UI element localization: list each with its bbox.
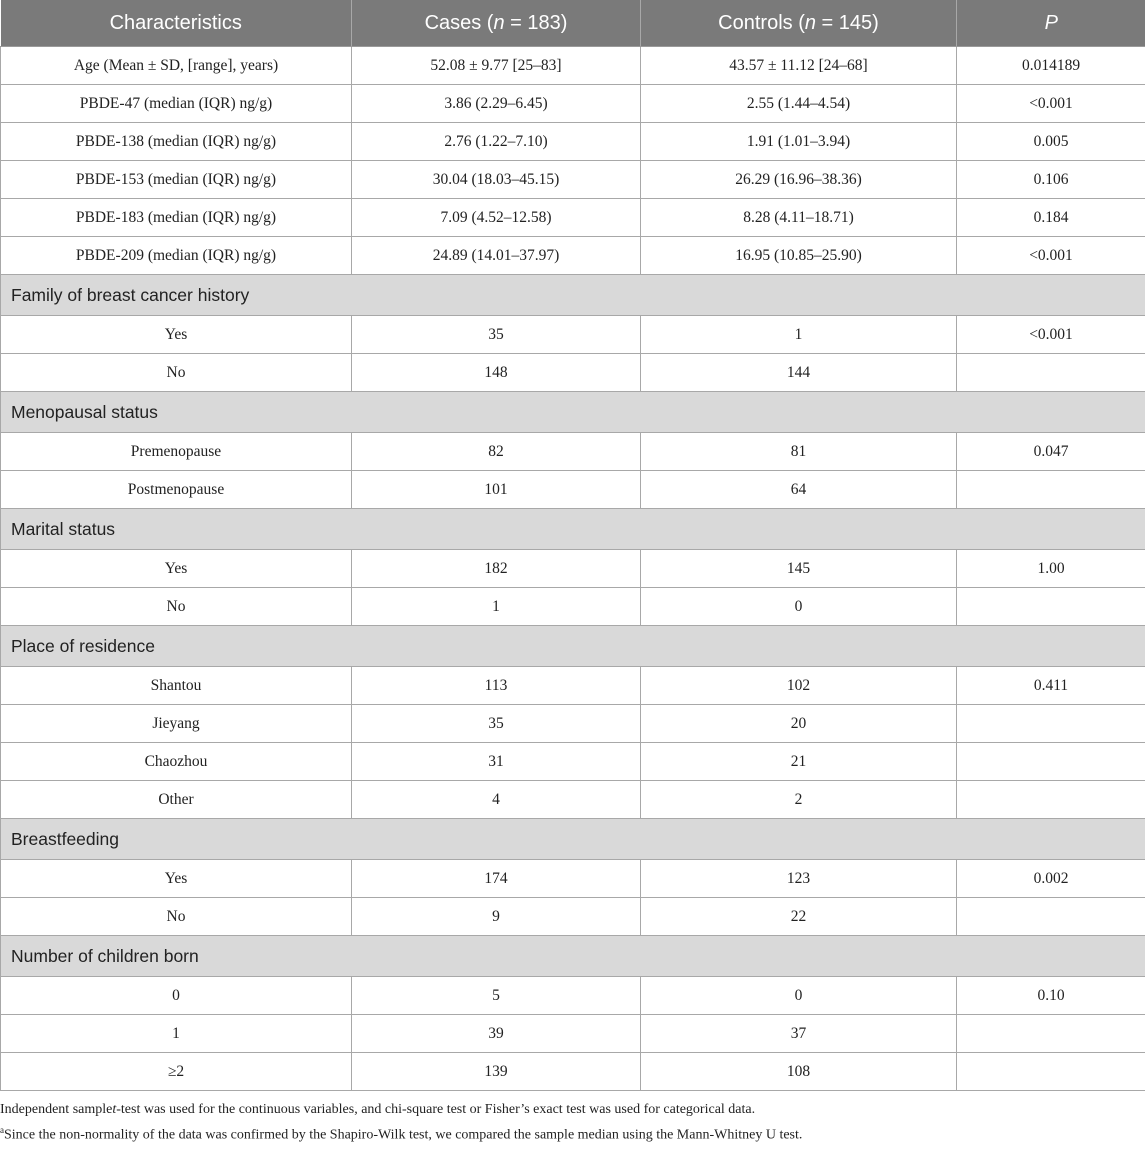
- p-value: 0.002: [957, 860, 1145, 898]
- cases-value: 3.86 (2.29–6.45): [352, 85, 641, 123]
- p-value: 0.411: [957, 667, 1145, 705]
- cases-value: 39: [352, 1015, 641, 1053]
- controls-value: 123: [641, 860, 957, 898]
- controls-value: 37: [641, 1015, 957, 1053]
- row-label: No: [1, 354, 352, 392]
- table-row: [1, 898, 1145, 936]
- cases-value: 139: [352, 1053, 641, 1091]
- table-row: [1, 85, 1145, 123]
- controls-value: 145: [641, 550, 957, 588]
- header-cases-n: n: [493, 11, 505, 34]
- cases-value: 101: [352, 471, 641, 509]
- section-title: Family of breast cancer history: [1, 275, 1145, 316]
- table-row: [1, 1053, 1145, 1091]
- row-label: PBDE-47 (median (IQR) ng/g): [1, 85, 352, 123]
- controls-value: 1.91 (1.01–3.94): [641, 123, 957, 161]
- controls-value: 21: [641, 743, 957, 781]
- row-label: PBDE-183 (median (IQR) ng/g): [1, 199, 352, 237]
- p-value: 0.014189: [957, 47, 1145, 85]
- row-label: No: [1, 588, 352, 626]
- header-p-value: P: [957, 0, 1145, 47]
- p-value: 0.10: [957, 977, 1145, 1015]
- row-label: Shantou: [1, 667, 352, 705]
- footnote-1-b: -test was used for the continuous variables, and chi-square test or Fisher’s exact test was used for categorical data.: [116, 1102, 756, 1117]
- header-cases-prefix: Cases (: [424, 11, 494, 34]
- section-header-row: [1, 275, 1145, 316]
- controls-value: 0: [641, 977, 957, 1015]
- table-row: [1, 860, 1145, 898]
- row-label: Chaozhou: [1, 743, 352, 781]
- table-row: [1, 977, 1145, 1015]
- controls-value: 64: [641, 471, 957, 509]
- section-title: Menopausal status: [1, 392, 1145, 433]
- section-header-row: [1, 509, 1145, 550]
- table-row: [1, 1015, 1145, 1053]
- p-value: [957, 588, 1145, 626]
- cases-value: 182: [352, 550, 641, 588]
- row-label: PBDE-209 (median (IQR) ng/g): [1, 237, 352, 275]
- cases-value: 174: [352, 860, 641, 898]
- cases-value: 35: [352, 316, 641, 354]
- footnote-1-t: t: [112, 1102, 117, 1117]
- controls-value: 20: [641, 705, 957, 743]
- header-characteristics: Characteristics: [1, 0, 352, 47]
- controls-value: 16.95 (10.85–25.90): [641, 237, 957, 275]
- cases-value: 31: [352, 743, 641, 781]
- p-value: <0.001: [957, 237, 1145, 275]
- row-label: 0: [1, 977, 352, 1015]
- controls-value: 102: [641, 667, 957, 705]
- cases-value: 1: [352, 588, 641, 626]
- row-label: Age (Mean ± SD, [range], years): [1, 47, 352, 85]
- p-value: 0.047: [957, 433, 1145, 471]
- controls-value: 26.29 (16.96–38.36): [641, 161, 957, 199]
- row-label: Other: [1, 781, 352, 819]
- p-value: 0.106: [957, 161, 1145, 199]
- cases-value: 82: [352, 433, 641, 471]
- section-title: Place of residence: [1, 626, 1145, 667]
- p-value: [957, 1053, 1145, 1091]
- footnote-2: [0, 1120, 1145, 1146]
- table-row: [1, 433, 1145, 471]
- controls-value: 0: [641, 588, 957, 626]
- p-value: [957, 705, 1145, 743]
- controls-value: 8.28 (4.11–18.71): [641, 199, 957, 237]
- table-row: [1, 667, 1145, 705]
- row-label: ≥2: [1, 1053, 352, 1091]
- cases-value: 9: [352, 898, 641, 936]
- footnote-1-a: Independent sample: [0, 1102, 113, 1117]
- row-label: No: [1, 898, 352, 936]
- cases-value: 2.76 (1.22–7.10): [352, 123, 641, 161]
- controls-value: 2.55 (1.44–4.54): [641, 85, 957, 123]
- table-row: [1, 316, 1145, 354]
- row-label: PBDE-153 (median (IQR) ng/g): [1, 161, 352, 199]
- footnote-1: [0, 1099, 1145, 1120]
- header-controls-suffix: = 145): [816, 11, 879, 34]
- header-controls-prefix: Controls (: [718, 11, 805, 34]
- controls-value: 43.57 ± 11.12 [24–68]: [641, 47, 957, 85]
- cases-value: 113: [352, 667, 641, 705]
- controls-value: 22: [641, 898, 957, 936]
- section-header-row: [1, 819, 1145, 860]
- table-row: [1, 161, 1145, 199]
- cases-value: 30.04 (18.03–45.15): [352, 161, 641, 199]
- footnote-2-marker: a: [0, 1125, 4, 1135]
- footnote-2-text: Since the non-normality of the data was confirmed by the Shapiro-Wilk test, we compared the sample median using the Mann-Whitney U test.: [4, 1127, 803, 1143]
- table-row: [1, 588, 1145, 626]
- table-header-row: [1, 0, 1145, 47]
- row-label: Yes: [1, 316, 352, 354]
- table-row: [1, 47, 1145, 85]
- controls-value: 2: [641, 781, 957, 819]
- cases-value: 4: [352, 781, 641, 819]
- row-label: 1: [1, 1015, 352, 1053]
- p-value: [957, 1015, 1145, 1053]
- p-value: 0.184: [957, 199, 1145, 237]
- section-title: Number of children born: [1, 936, 1145, 977]
- p-value: 0.005: [957, 123, 1145, 161]
- section-title: Marital status: [1, 509, 1145, 550]
- cases-value: 35: [352, 705, 641, 743]
- p-value: [957, 781, 1145, 819]
- row-label: PBDE-138 (median (IQR) ng/g): [1, 123, 352, 161]
- section-header-row: [1, 936, 1145, 977]
- row-label: Postmenopause: [1, 471, 352, 509]
- row-label: Yes: [1, 550, 352, 588]
- row-label: Yes: [1, 860, 352, 898]
- controls-value: 108: [641, 1053, 957, 1091]
- header-cases: [352, 0, 641, 47]
- cases-value: 24.89 (14.01–37.97): [352, 237, 641, 275]
- cases-value: 52.08 ± 9.77 [25–83]: [352, 47, 641, 85]
- table-row: [1, 123, 1145, 161]
- p-value: <0.001: [957, 85, 1145, 123]
- controls-value: 144: [641, 354, 957, 392]
- row-label: Premenopause: [1, 433, 352, 471]
- section-header-row: [1, 626, 1145, 667]
- section-title: Breastfeeding: [1, 819, 1145, 860]
- cases-value: 148: [352, 354, 641, 392]
- table-row: [1, 743, 1145, 781]
- table-row: [1, 781, 1145, 819]
- row-label: Jieyang: [1, 705, 352, 743]
- header-controls: [641, 0, 957, 47]
- section-header-row: [1, 392, 1145, 433]
- cases-value: 5: [352, 977, 641, 1015]
- cases-value: 7.09 (4.52–12.58): [352, 199, 641, 237]
- table-row: [1, 354, 1145, 392]
- controls-value: 1: [641, 316, 957, 354]
- table-row: [1, 471, 1145, 509]
- p-value: [957, 898, 1145, 936]
- p-value: [957, 354, 1145, 392]
- table-row: [1, 705, 1145, 743]
- p-value: [957, 743, 1145, 781]
- controls-value: 81: [641, 433, 957, 471]
- p-value: 1.00: [957, 550, 1145, 588]
- p-value: <0.001: [957, 316, 1145, 354]
- p-value: [957, 471, 1145, 509]
- table-body: [1, 47, 1145, 1091]
- header-cases-suffix: = 183): [504, 11, 568, 34]
- table-row: [1, 199, 1145, 237]
- table-footnotes: [0, 1091, 1145, 1146]
- table-row: [1, 237, 1145, 275]
- table-row: [1, 550, 1145, 588]
- header-controls-n: n: [804, 11, 816, 34]
